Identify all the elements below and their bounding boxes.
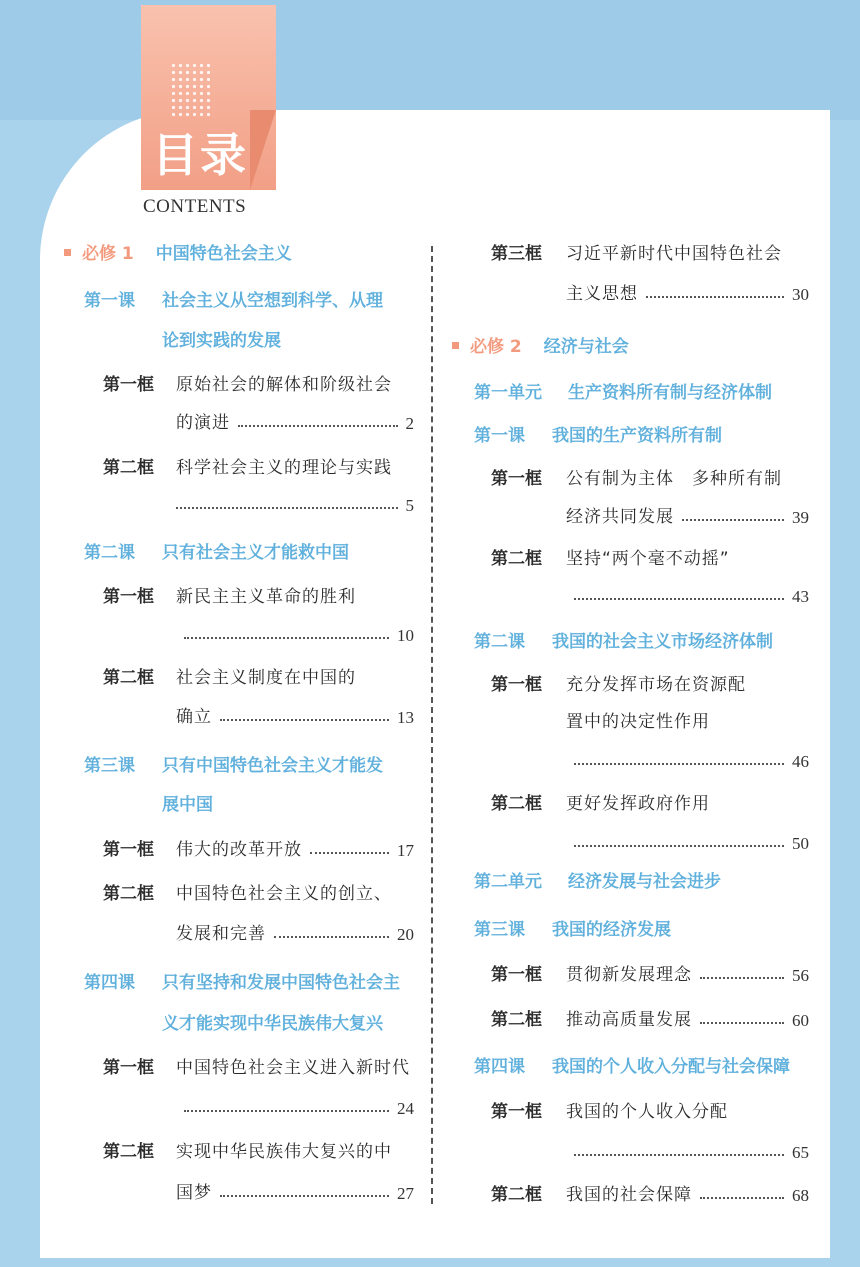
frame-title[interactable]: 更好发挥政府作用 xyxy=(566,794,710,814)
toc-entry-leader[interactable] xyxy=(566,967,809,984)
page-number: 27 xyxy=(397,1184,414,1203)
page-number: 20 xyxy=(397,925,414,944)
module-name: 中国特色社会主义 xyxy=(155,244,292,264)
lesson-title: 我国的生产资料所有制 xyxy=(552,426,722,446)
toc-entry-leader[interactable] xyxy=(566,509,809,526)
lesson-title: 我国的个人收入分配与社会保障 xyxy=(552,1057,790,1077)
toc-entry-leader[interactable] xyxy=(566,1187,809,1204)
frame-number: 第二框 xyxy=(491,794,542,814)
frame-title-continued: 主义思想 xyxy=(566,284,638,304)
lesson-title: 只有中国特色社会主义才能发 xyxy=(162,756,383,776)
frame-number: 第一框 xyxy=(103,375,154,395)
dot-pattern-decoration xyxy=(170,62,214,118)
square-bullet-icon xyxy=(64,249,71,256)
frame-number: 第一框 xyxy=(491,1102,542,1122)
frame-number: 第一框 xyxy=(491,675,542,695)
page-number: 5 xyxy=(405,496,414,515)
dot-leader xyxy=(184,1110,389,1112)
lesson-3-heading[interactable] xyxy=(474,922,671,939)
frame-number: 第二框 xyxy=(103,458,154,478)
lesson-number: 第三课 xyxy=(474,920,525,940)
frame-title-continued: 置中的决定性作用 xyxy=(566,712,710,732)
lesson-number: 第二课 xyxy=(474,632,525,652)
dot-leader xyxy=(220,719,389,721)
dot-leader xyxy=(700,977,784,979)
module-heading-2[interactable] xyxy=(452,339,629,356)
page-number: 13 xyxy=(397,708,414,727)
toc-entry-leader[interactable] xyxy=(168,497,414,514)
frame-title: 我国的社会保障 xyxy=(566,1185,692,1205)
page-number: 43 xyxy=(792,587,809,606)
dot-leader xyxy=(682,519,784,521)
page-number: 30 xyxy=(792,285,809,304)
frame-title: 伟大的改革开放 xyxy=(176,840,302,860)
frame-title[interactable]: 原始社会的解体和阶级社会 xyxy=(176,375,392,395)
frame-number: 第一框 xyxy=(103,840,154,860)
page-number: 10 xyxy=(397,626,414,645)
frame-number: 第二框 xyxy=(491,1010,542,1030)
frame-title-continued: 发展和完善 xyxy=(176,924,266,944)
page-number: 65 xyxy=(792,1143,809,1162)
toc-entry-leader[interactable] xyxy=(566,1012,809,1029)
module-number: 必修 2 xyxy=(470,337,522,357)
lesson-title: 只有坚持和发展中国特色社会主 xyxy=(162,973,400,993)
toc-entry-leader[interactable] xyxy=(566,835,809,852)
unit-1-heading[interactable] xyxy=(474,385,772,402)
page-number: 24 xyxy=(397,1099,414,1118)
page-background xyxy=(0,0,860,120)
frame-title[interactable]: 科学社会主义的理论与实践 xyxy=(176,458,392,478)
dot-leader xyxy=(310,852,389,854)
lesson-number: 第一课 xyxy=(474,426,525,446)
unit-number: 第一单元 xyxy=(474,383,542,403)
dot-leader xyxy=(184,637,389,639)
toc-entry-leader[interactable] xyxy=(176,415,414,432)
frame-title[interactable]: 中国特色社会主义的创立、 xyxy=(176,884,392,904)
lesson-1-heading[interactable] xyxy=(84,293,383,310)
frame-title[interactable]: 社会主义制度在中国的 xyxy=(176,668,356,688)
page-number: 68 xyxy=(792,1186,809,1205)
frame-title[interactable]: 充分发挥市场在资源配 xyxy=(566,675,746,695)
lesson-3-heading[interactable] xyxy=(84,758,383,775)
frame-title[interactable]: 公有制为主体 多种所有制 xyxy=(566,469,782,489)
toc-entry-leader[interactable] xyxy=(176,842,414,859)
page-bottom-strip xyxy=(0,1258,860,1267)
dot-leader xyxy=(574,845,784,847)
dot-leader xyxy=(574,598,784,600)
frame-number: 第一框 xyxy=(491,469,542,489)
frame-number: 第二框 xyxy=(491,549,542,569)
module-name: 经济与社会 xyxy=(543,337,629,357)
toc-entry-leader[interactable] xyxy=(176,926,414,943)
frame-title[interactable]: 习近平新时代中国特色社会 xyxy=(566,244,782,264)
frame-number: 第一框 xyxy=(103,1058,154,1078)
toc-entry-leader[interactable] xyxy=(176,627,414,644)
toc-entry-leader[interactable] xyxy=(566,588,809,605)
lesson-4-heading[interactable] xyxy=(84,975,400,992)
frame-title: 推动高质量发展 xyxy=(566,1010,692,1030)
toc-entry-leader[interactable] xyxy=(176,1100,414,1117)
page-subtitle: CONTENTS xyxy=(143,196,247,217)
lesson-title: 我国的社会主义市场经济体制 xyxy=(552,632,773,652)
frame-title-continued: 的演进 xyxy=(176,413,230,433)
square-bullet-icon xyxy=(452,342,459,349)
lesson-title-continued: 展中国 xyxy=(162,795,213,815)
frame-number: 第二框 xyxy=(491,1185,542,1205)
page-number: 50 xyxy=(792,834,809,853)
page-number: 17 xyxy=(397,841,414,860)
lesson-number: 第三课 xyxy=(84,756,135,776)
lesson-1-heading[interactable] xyxy=(474,428,722,445)
lesson-title-continued: 义才能实现中华民族伟大复兴 xyxy=(162,1014,383,1034)
page-number: 39 xyxy=(792,508,809,527)
lesson-2-heading[interactable] xyxy=(474,634,773,651)
page-title: 目录 xyxy=(152,128,248,182)
frame-number: 第一框 xyxy=(103,587,154,607)
dot-leader xyxy=(574,1154,784,1156)
dot-leader xyxy=(238,425,398,427)
dot-leader xyxy=(274,936,389,938)
page-number: 2 xyxy=(405,414,414,433)
frame-title-continued: 确立 xyxy=(176,707,212,727)
frame-title[interactable]: 新民主主义革命的胜利 xyxy=(176,587,356,607)
toc-entry-leader[interactable] xyxy=(566,753,809,770)
toc-entry-leader[interactable] xyxy=(176,709,414,726)
frame-title-continued: 国梦 xyxy=(176,1183,212,1203)
column-divider xyxy=(431,246,433,1204)
module-heading-1[interactable] xyxy=(64,246,292,263)
lesson-title: 我国的经济发展 xyxy=(552,920,671,940)
frame-title[interactable]: 实现中华民族伟大复兴的中 xyxy=(176,1142,392,1162)
frame-number: 第一框 xyxy=(491,965,542,985)
dot-leader xyxy=(220,1195,389,1197)
lesson-title: 只有社会主义才能救中国 xyxy=(162,543,349,563)
frame-title[interactable]: 坚持“两个毫不动摇” xyxy=(566,549,730,569)
page-number: 56 xyxy=(792,966,809,985)
frame-title[interactable]: 中国特色社会主义进入新时代 xyxy=(176,1058,410,1078)
frame-number: 第三框 xyxy=(491,244,542,264)
frame-number: 第二框 xyxy=(103,1142,154,1162)
lesson-number: 第四课 xyxy=(474,1057,525,1077)
dot-leader xyxy=(700,1197,784,1199)
frame-title: 贯彻新发展理念 xyxy=(566,965,692,985)
lesson-title-continued: 论到实践的发展 xyxy=(162,331,281,351)
frame-title[interactable]: 我国的个人收入分配 xyxy=(566,1102,728,1122)
page-number: 60 xyxy=(792,1011,809,1030)
dot-leader xyxy=(176,507,398,509)
toc-entry-leader[interactable] xyxy=(566,1144,809,1161)
toc-entry-leader[interactable] xyxy=(566,286,809,303)
dot-leader xyxy=(574,763,784,765)
lesson-number: 第二课 xyxy=(84,543,135,563)
frame-number: 第二框 xyxy=(103,668,154,688)
unit-number: 第二单元 xyxy=(474,872,542,892)
lesson-2-heading[interactable] xyxy=(84,545,349,562)
module-number: 必修 1 xyxy=(82,244,134,264)
frame-title-continued: 经济共同发展 xyxy=(566,507,674,527)
lesson-title: 社会主义从空想到科学、从理 xyxy=(162,291,383,311)
dot-leader xyxy=(646,296,784,298)
toc-entry-leader[interactable] xyxy=(176,1185,414,1202)
lesson-4-heading[interactable] xyxy=(474,1059,790,1076)
lesson-number: 第一课 xyxy=(84,291,135,311)
frame-number: 第二框 xyxy=(103,884,154,904)
unit-title: 生产资料所有制与经济体制 xyxy=(568,383,772,403)
unit-title: 经济发展与社会进步 xyxy=(568,872,721,892)
unit-2-heading[interactable] xyxy=(474,874,721,891)
page-number: 46 xyxy=(792,752,809,771)
dot-leader xyxy=(700,1022,784,1024)
lesson-number: 第四课 xyxy=(84,973,135,993)
